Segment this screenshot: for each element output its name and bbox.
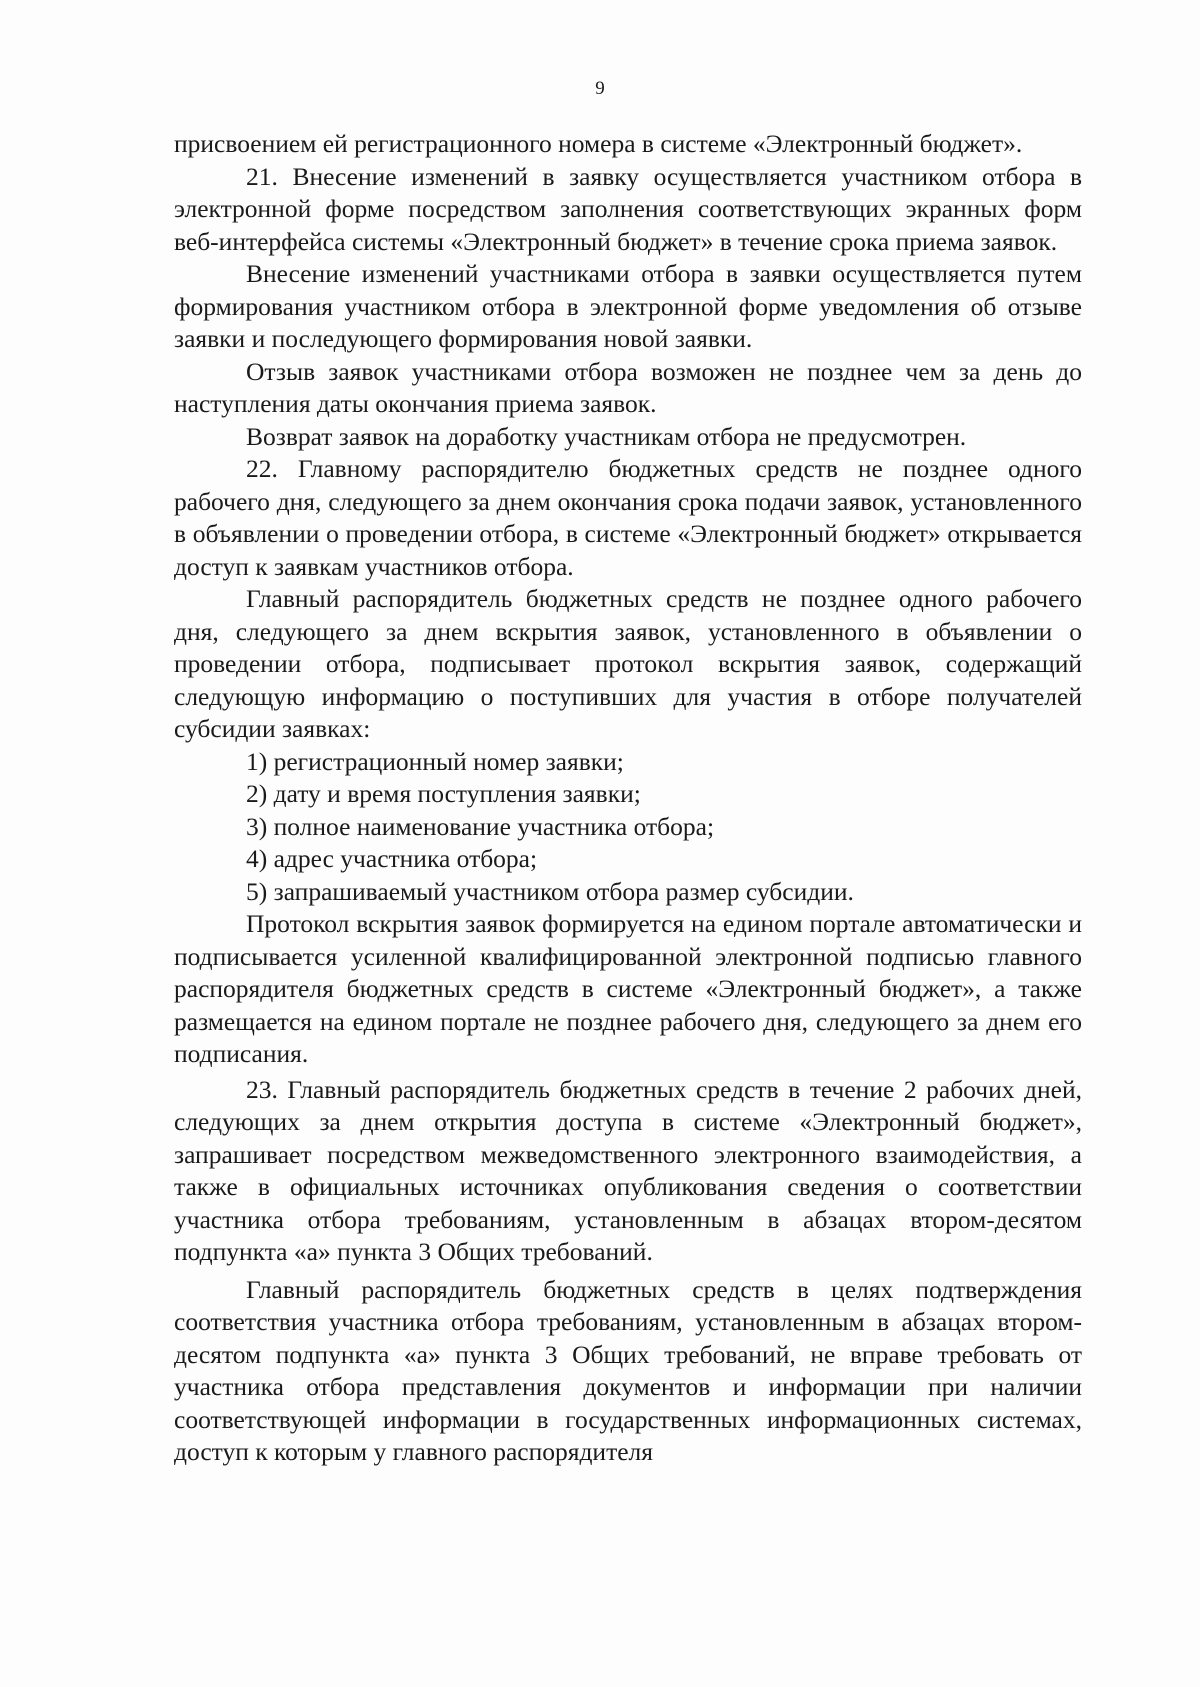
paragraph-changes-by-participants: Внесение изменений участниками отбора в заявки осуществляется путем формирования участником отбора в электронной форме уведомления об отзыве заявки и последующего формирования новой заявки. <box>174 259 1082 353</box>
paragraph-verification: Главный распорядитель бюджетных средств в целях подтверждения соответствия участника отбора требованиям, установленным в абзацах втором-десятом подпункта «а» пункта 3 Общих требований, не вправе требовать от участника отбора представления документов и информации при наличии соответствующей информации в государственных информационных системах, доступ к которым у главного распорядителя <box>174 1274 1082 1466</box>
document-body <box>174 128 1082 1469</box>
paragraph-item-22: 22. Главному распорядителю бюджетных средств не позднее одного рабочего дня, следующего за днем окончания срока подачи заявок, установленного в объявлении о проведении отбора, в системе «Электронный бюджет» открывается доступ к заявкам участников отбора. <box>174 454 1082 581</box>
list-item-2: 2) дату и время поступления заявки; <box>246 779 641 808</box>
paragraph-item-21: 21. Внесение изменений в заявку осуществляется участником отбора в электронной форме посредством заполнения соответствующих экранных форм веб-интерфейса системы «Электронный бюджет» в течение срока приема заявок. <box>174 161 1082 256</box>
paragraph-protocol-signing: Главный распорядитель бюджетных средств не позднее одного рабочего дня, следующего за днем вскрытия заявок, установленного в объявлении о проведении отбора, подписывает протокол вскрытия заявок, содержащий следующую информацию о поступивших для участия в отборе получателей субсидии заявках: <box>174 584 1082 743</box>
paragraph-no-return: Возврат заявок на доработку участникам отбора не предусмотрен. <box>246 421 967 451</box>
paragraph-protocol-formation: Протокол вскрытия заявок формируется на едином портале автоматически и подписывается усиленной квалифицированной электронной подписью главного распорядителя бюджетных средств в системе «Электронный бюджет», а также размещается на едином портале не позднее рабочего дня, следующего за днем его подписания. <box>174 909 1082 1068</box>
list-item-5: 5) запрашиваемый участником отбора размер субсидии. <box>246 876 854 906</box>
paragraph-withdrawal: Отзыв заявок участниками отбора возможен не позднее чем за день до наступления даты окончания приема заявок. <box>174 356 1082 418</box>
page-number: 9 <box>595 78 605 99</box>
list-item-1: 1) регистрационный номер заявки; <box>246 746 624 776</box>
paragraph-continuation: присвоением ей регистрационного номера в системе «Электронный бюджет». <box>174 129 1023 158</box>
list-item-4: 4) адрес участника отбора; <box>246 844 538 873</box>
list-item-3: 3) полное наименование участника отбора; <box>246 811 715 841</box>
paragraph-item-23: 23. Главный распорядитель бюджетных средств в течение 2 рабочих дней, следующих за днем открытия доступа в системе «Электронный бюджет», запрашивает посредством межведомственного электронного взаимодействия, а также в официальных источниках опубликования сведения о соответствии участника отбора требованиям, установленным в абзацах втором-десятом подпункта «а» пункта 3 Общих требований. <box>174 1074 1082 1266</box>
